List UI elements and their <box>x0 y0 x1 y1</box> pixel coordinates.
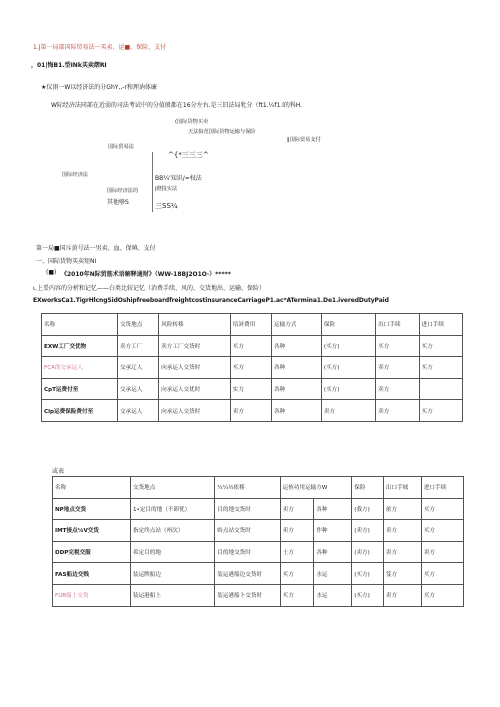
table-cell: 卖方 <box>376 400 419 422</box>
table-cell: 指定终点站（州次） <box>130 520 214 542</box>
item-text: 《2010年N际贸筋术语解释通财》（WW-18BJ2O1O·）***** <box>61 271 231 278</box>
table-cell: CpT运费付至 <box>42 378 118 400</box>
table-cell: (卖方) <box>352 520 384 542</box>
table-cell: 买方 <box>230 335 271 357</box>
table-cell: 交承辽人 <box>117 357 158 379</box>
diagram-node-econ-law: 国际经济法 <box>62 172 88 178</box>
terms-line: EXworksCa1.TigrHlcngSidOshipfreeboardfreightcostinsuranceCarriageP1.ac*ATermina1.De1.iveredDutyPaid <box>33 297 389 304</box>
header-cell: 保险 <box>352 477 384 499</box>
table-cell: 向承运人交优时 <box>159 378 231 400</box>
header-cell: 交货地点 <box>130 477 214 499</box>
table-cell: 各种 <box>314 541 352 563</box>
table-cell: 卖方 <box>321 400 375 422</box>
table-cell: FUB船上交货 <box>53 584 131 606</box>
header-cell: 名称 <box>53 477 131 499</box>
terms-table-1 <box>41 313 463 422</box>
table-cell: 向承运人交货时 <box>159 400 231 422</box>
header-cell: 运侑功用运输方W <box>280 477 352 499</box>
table-cell: (买方) <box>321 335 375 357</box>
header-cell: 名称 <box>42 314 118 336</box>
table-2-caption: 或表 <box>52 468 65 475</box>
table-cell: NP地点交货 <box>53 498 131 520</box>
table-cell: 水运 <box>314 584 352 606</box>
diagram-node-other-law: 国际经济法的 <box>107 188 139 194</box>
table-row <box>42 378 463 400</box>
table-cell: Clp运费保险费付至 <box>42 400 118 422</box>
table-cell: 各种 <box>314 498 352 520</box>
header-cell: 交货地点 <box>117 314 158 336</box>
table-cell: 买方 <box>421 520 463 542</box>
table-cell: 装运港船卜交货时 <box>215 584 280 606</box>
table-cell: (买方) <box>352 563 384 585</box>
header-cell: 进口手续 <box>419 314 462 336</box>
table-cell: EXW工厂交优物 <box>42 335 118 357</box>
table-row <box>53 563 464 585</box>
bullet-2: W际经济法同部在近弱的司法考试中的分值般都在16分左右.是三旧法局牝分（ft1.¼f1.l的科H. <box>51 102 303 109</box>
table-cell: (买方) <box>321 357 375 379</box>
table-cell: 卖方 <box>383 541 421 563</box>
table-cell: (我方) <box>352 498 384 520</box>
table-cell: 装运港船上 <box>130 584 214 606</box>
table-row <box>53 520 464 542</box>
diagram-bracket-line <box>152 152 153 212</box>
table-cell: 买方 <box>419 400 462 422</box>
table-cell: 交承运人 <box>117 400 158 422</box>
item-prefix: (■) <box>46 269 57 276</box>
table-cell: 希定目的地 <box>130 541 214 563</box>
table-cell: 卖方 <box>280 520 314 542</box>
table-cell: 卖方工厂交货时 <box>159 335 231 357</box>
table-cell: 买方 <box>421 498 463 520</box>
table-cell: 水运 <box>314 563 352 585</box>
table-cell: 各种 <box>272 357 322 379</box>
table-cell: 土方 <box>280 541 314 563</box>
table-cell: 装运港船边交货时 <box>215 563 280 585</box>
table-cell: 买方 <box>419 357 462 379</box>
header-cell: 培訶费用 <box>230 314 271 336</box>
table-cell: 实力 <box>230 378 271 400</box>
diagram-node-investment: j瞪投实法 <box>155 186 178 192</box>
header-cell: 出口手域 <box>383 477 421 499</box>
table-cell: DDP完税交服 <box>53 541 131 563</box>
table-cell: 卖方工厂 <box>117 335 158 357</box>
part-heading: 一、国际货物买卖矩NI <box>36 258 97 265</box>
table-cell: 目的地交货时 <box>215 541 280 563</box>
table-cell: 买方 <box>230 357 271 379</box>
table-cell: 买方 <box>280 584 314 606</box>
table-row <box>53 541 464 563</box>
table-cell: 各种 <box>272 378 322 400</box>
table-cell: 笈方 <box>383 563 421 585</box>
diagram-node-transport: 天法狼范国际货物运输与保险 <box>188 129 256 135</box>
table-cell: 向承运人交货时 <box>159 357 231 379</box>
diagram-node-ss: 三SS¼ <box>155 202 178 210</box>
header-cell: 运输方式 <box>272 314 322 336</box>
table-header-row <box>53 477 464 499</box>
page-title: 1.J第一局部国际贸易法一买卖、运■、保险、支付 <box>33 44 167 51</box>
table-cell: 卖方 <box>376 378 419 400</box>
table-cell: 各种 <box>272 400 322 422</box>
table-cell: 卖方 <box>230 400 271 422</box>
table-cell: 买方 <box>376 335 419 357</box>
diagram-node-other-law-2: 其他够S <box>107 199 129 206</box>
chapter-heading: 第一局■国斥黄号法一男卖、血、保嗔、支付 <box>36 245 156 252</box>
table-row <box>42 357 463 379</box>
table-header-row <box>42 314 463 336</box>
table-cell: FCA的交承运人 <box>42 357 118 379</box>
table-cell: 卖方 <box>383 520 421 542</box>
table-row <box>42 400 463 422</box>
table-cell: 卖方 <box>376 357 419 379</box>
table-row <box>53 498 464 520</box>
table-row <box>42 335 463 357</box>
diagram-node-goods-sale: (国际货物买卖 <box>175 119 209 125</box>
table-cell: 买方 <box>421 584 463 606</box>
diagram-node-ip: BB¼'知识/=权法 <box>155 175 202 182</box>
table-cell: 装运牌船边 <box>130 563 214 585</box>
table-cell: 买方 <box>419 335 462 357</box>
table-cell: 卖方 <box>383 584 421 606</box>
table-cell: (买方) <box>352 584 384 606</box>
header-cell: ¼¼½依移 <box>215 477 280 499</box>
header-cell: 进口手续 <box>421 477 463 499</box>
table-cell: (卖方) <box>352 541 384 563</box>
table-cell: 1•定目的地（不卸优） <box>130 498 214 520</box>
table-cell <box>419 378 462 400</box>
header-cell: 风险转移 <box>159 314 231 336</box>
table-cell: 依方 <box>383 498 421 520</box>
table-cell: 目的地交货时 <box>215 498 280 520</box>
header-cell: 出口手续 <box>376 314 419 336</box>
bullet-1: ★仪诩一W以经济法的分GhY,,-r和理讷体廉 <box>41 84 157 91</box>
table-cell: 交承运人 <box>117 378 158 400</box>
diagram-node-payment: ‖国际贸易支付 <box>287 137 321 143</box>
table-cell: IMT接点¼V交货 <box>53 520 131 542</box>
table-cell: 作种 <box>314 520 352 542</box>
header-cell: 保险 <box>321 314 375 336</box>
table-cell: 卖方 <box>280 498 314 520</box>
table-cell: (买方) <box>321 378 375 400</box>
diagram-node-trade-law: 国际贸易法 <box>108 144 134 150</box>
table-cell: 各种 <box>272 335 322 357</box>
terms-table-2 <box>52 476 464 607</box>
table-cell: 买方 <box>280 563 314 585</box>
table-cell: 买方 <box>421 563 463 585</box>
memo-line: ι.上妥内容的分析和记忆——白类比较记忆（消费手续、风的、交货地出、运输、保险） <box>33 285 265 292</box>
table-cell: 蛉点站交货时 <box>215 520 280 542</box>
table-cell: 卖方 <box>421 541 463 563</box>
diagram-node-symbols: ^{*三三三^ <box>168 151 209 159</box>
table-row <box>53 584 464 606</box>
section-subtitle: ，01|悔B1.型INk买卖熠RI <box>31 62 107 69</box>
table-cell: FAS船边交贱 <box>53 563 131 585</box>
